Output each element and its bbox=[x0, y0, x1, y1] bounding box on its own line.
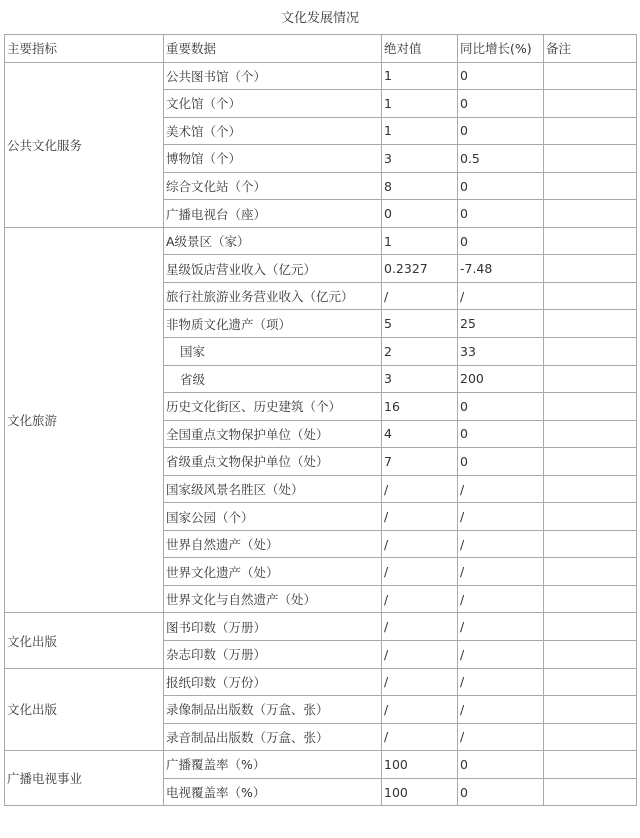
absolute-value-cell: 0 bbox=[382, 200, 458, 228]
remarks-cell bbox=[544, 255, 637, 283]
remarks-cell bbox=[544, 117, 637, 145]
absolute-value-cell: / bbox=[382, 723, 458, 751]
growth-cell: / bbox=[458, 558, 544, 586]
remarks-cell bbox=[544, 503, 637, 531]
category-cell: 文化出版 bbox=[5, 668, 164, 751]
remarks-cell bbox=[544, 145, 637, 173]
absolute-value-cell: 100 bbox=[382, 778, 458, 806]
absolute-value-cell: 1 bbox=[382, 62, 458, 90]
growth-cell: 0 bbox=[458, 393, 544, 421]
growth-cell: / bbox=[458, 530, 544, 558]
remarks-cell bbox=[544, 530, 637, 558]
remarks-cell bbox=[544, 668, 637, 696]
item-cell: 世界自然遗产（处） bbox=[164, 530, 382, 558]
absolute-value-cell: / bbox=[382, 641, 458, 669]
item-cell: 美术馆（个） bbox=[164, 117, 382, 145]
item-cell: 非物质文化遗产（项） bbox=[164, 310, 382, 338]
item-cell: 杂志印数（万册） bbox=[164, 641, 382, 669]
item-cell: 国家公园（个） bbox=[164, 503, 382, 531]
header-row bbox=[5, 35, 637, 63]
header-indicator: 主要指标 bbox=[5, 35, 164, 63]
growth-cell: / bbox=[458, 696, 544, 724]
absolute-value-cell: / bbox=[382, 475, 458, 503]
header-yoy-growth: 同比增长(%) bbox=[458, 35, 544, 63]
remarks-cell bbox=[544, 751, 637, 779]
remarks-cell bbox=[544, 282, 637, 310]
growth-cell: / bbox=[458, 585, 544, 613]
item-cell: 博物馆（个） bbox=[164, 145, 382, 173]
remarks-cell bbox=[544, 613, 637, 641]
absolute-value-cell: / bbox=[382, 530, 458, 558]
remarks-cell bbox=[544, 448, 637, 476]
growth-cell: / bbox=[458, 613, 544, 641]
absolute-value-cell: 5 bbox=[382, 310, 458, 338]
remarks-cell bbox=[544, 778, 637, 806]
absolute-value-cell: / bbox=[382, 503, 458, 531]
remarks-cell bbox=[544, 420, 637, 448]
table-row bbox=[5, 613, 637, 641]
absolute-value-cell: / bbox=[382, 613, 458, 641]
absolute-value-cell: 2 bbox=[382, 338, 458, 366]
absolute-value-cell: 1 bbox=[382, 227, 458, 255]
absolute-value-cell: 3 bbox=[382, 365, 458, 393]
item-cell: 综合文化站（个） bbox=[164, 172, 382, 200]
growth-cell: / bbox=[458, 723, 544, 751]
category-cell: 公共文化服务 bbox=[5, 62, 164, 227]
item-cell: 电视覆盖率（%） bbox=[164, 778, 382, 806]
remarks-cell bbox=[544, 641, 637, 669]
remarks-cell bbox=[544, 227, 637, 255]
growth-cell: 0.5 bbox=[458, 145, 544, 173]
remarks-cell bbox=[544, 200, 637, 228]
header-remarks: 备注 bbox=[544, 35, 637, 63]
table-row bbox=[5, 668, 637, 696]
item-cell: A级景区（家） bbox=[164, 227, 382, 255]
remarks-cell bbox=[544, 585, 637, 613]
growth-cell: 0 bbox=[458, 778, 544, 806]
growth-cell: / bbox=[458, 282, 544, 310]
item-cell: 广播覆盖率（%） bbox=[164, 751, 382, 779]
item-cell: 公共图书馆（个） bbox=[164, 62, 382, 90]
header-key-data: 重要数据 bbox=[164, 35, 382, 63]
remarks-cell bbox=[544, 90, 637, 118]
item-cell: 世界文化遗产（处） bbox=[164, 558, 382, 586]
category-cell: 文化出版 bbox=[5, 613, 164, 668]
absolute-value-cell: 1 bbox=[382, 90, 458, 118]
item-cell: 国家级风景名胜区（处） bbox=[164, 475, 382, 503]
table-body bbox=[5, 62, 637, 806]
category-cell: 文化旅游 bbox=[5, 227, 164, 613]
absolute-value-cell: / bbox=[382, 668, 458, 696]
item-cell: 文化馆（个） bbox=[164, 90, 382, 118]
absolute-value-cell: 7 bbox=[382, 448, 458, 476]
growth-cell: / bbox=[458, 668, 544, 696]
absolute-value-cell: 4 bbox=[382, 420, 458, 448]
table-title: 文化发展情况 bbox=[280, 11, 359, 26]
remarks-cell bbox=[544, 62, 637, 90]
remarks-cell bbox=[544, 172, 637, 200]
growth-cell: 0 bbox=[458, 751, 544, 779]
absolute-value-cell: 16 bbox=[382, 393, 458, 421]
item-cell: 省级重点文物保护单位（处） bbox=[164, 448, 382, 476]
absolute-value-cell: / bbox=[382, 282, 458, 310]
absolute-value-cell: / bbox=[382, 585, 458, 613]
item-cell: 录像制品出版数（万盒、张） bbox=[164, 696, 382, 724]
absolute-value-cell: / bbox=[382, 558, 458, 586]
header-absolute-value: 绝对值 bbox=[382, 35, 458, 63]
absolute-value-cell: 8 bbox=[382, 172, 458, 200]
growth-cell: 0 bbox=[458, 227, 544, 255]
table-row bbox=[5, 62, 637, 90]
category-cell: 广播电视事业 bbox=[5, 751, 164, 806]
growth-cell: / bbox=[458, 503, 544, 531]
item-cell: 历史文化街区、历史建筑（个） bbox=[164, 393, 382, 421]
item-cell: 国家 bbox=[164, 338, 382, 366]
item-cell: 全国重点文物保护单位（处） bbox=[164, 420, 382, 448]
growth-cell: 0 bbox=[458, 62, 544, 90]
remarks-cell bbox=[544, 310, 637, 338]
growth-cell: 200 bbox=[458, 365, 544, 393]
remarks-cell bbox=[544, 696, 637, 724]
item-cell: 省级 bbox=[164, 365, 382, 393]
item-cell: 星级饭店营业收入（亿元） bbox=[164, 255, 382, 283]
growth-cell: 0 bbox=[458, 448, 544, 476]
item-cell: 图书印数（万册） bbox=[164, 613, 382, 641]
growth-cell: 0 bbox=[458, 420, 544, 448]
remarks-cell bbox=[544, 475, 637, 503]
remarks-cell bbox=[544, 365, 637, 393]
growth-cell: -7.48 bbox=[458, 255, 544, 283]
culture-data-table bbox=[4, 34, 637, 806]
growth-cell: 0 bbox=[458, 200, 544, 228]
remarks-cell bbox=[544, 723, 637, 751]
growth-cell: 25 bbox=[458, 310, 544, 338]
growth-cell: 0 bbox=[458, 172, 544, 200]
remarks-cell bbox=[544, 393, 637, 421]
table-row bbox=[5, 227, 637, 255]
absolute-value-cell: 100 bbox=[382, 751, 458, 779]
item-cell: 世界文化与自然遗产（处） bbox=[164, 585, 382, 613]
growth-cell: / bbox=[458, 475, 544, 503]
table-row bbox=[5, 751, 637, 779]
absolute-value-cell: 3 bbox=[382, 145, 458, 173]
growth-cell: 0 bbox=[458, 117, 544, 145]
item-cell: 旅行社旅游业务营业收入（亿元） bbox=[164, 282, 382, 310]
item-cell: 广播电视台（座） bbox=[164, 200, 382, 228]
growth-cell: 33 bbox=[458, 338, 544, 366]
growth-cell: / bbox=[458, 641, 544, 669]
absolute-value-cell: 1 bbox=[382, 117, 458, 145]
growth-cell: 0 bbox=[458, 90, 544, 118]
table-header bbox=[5, 35, 637, 63]
remarks-cell bbox=[544, 338, 637, 366]
absolute-value-cell: 0.2327 bbox=[382, 255, 458, 283]
absolute-value-cell: / bbox=[382, 696, 458, 724]
remarks-cell bbox=[544, 558, 637, 586]
item-cell: 录音制品出版数（万盒、张） bbox=[164, 723, 382, 751]
item-cell: 报纸印数（万份） bbox=[164, 668, 382, 696]
